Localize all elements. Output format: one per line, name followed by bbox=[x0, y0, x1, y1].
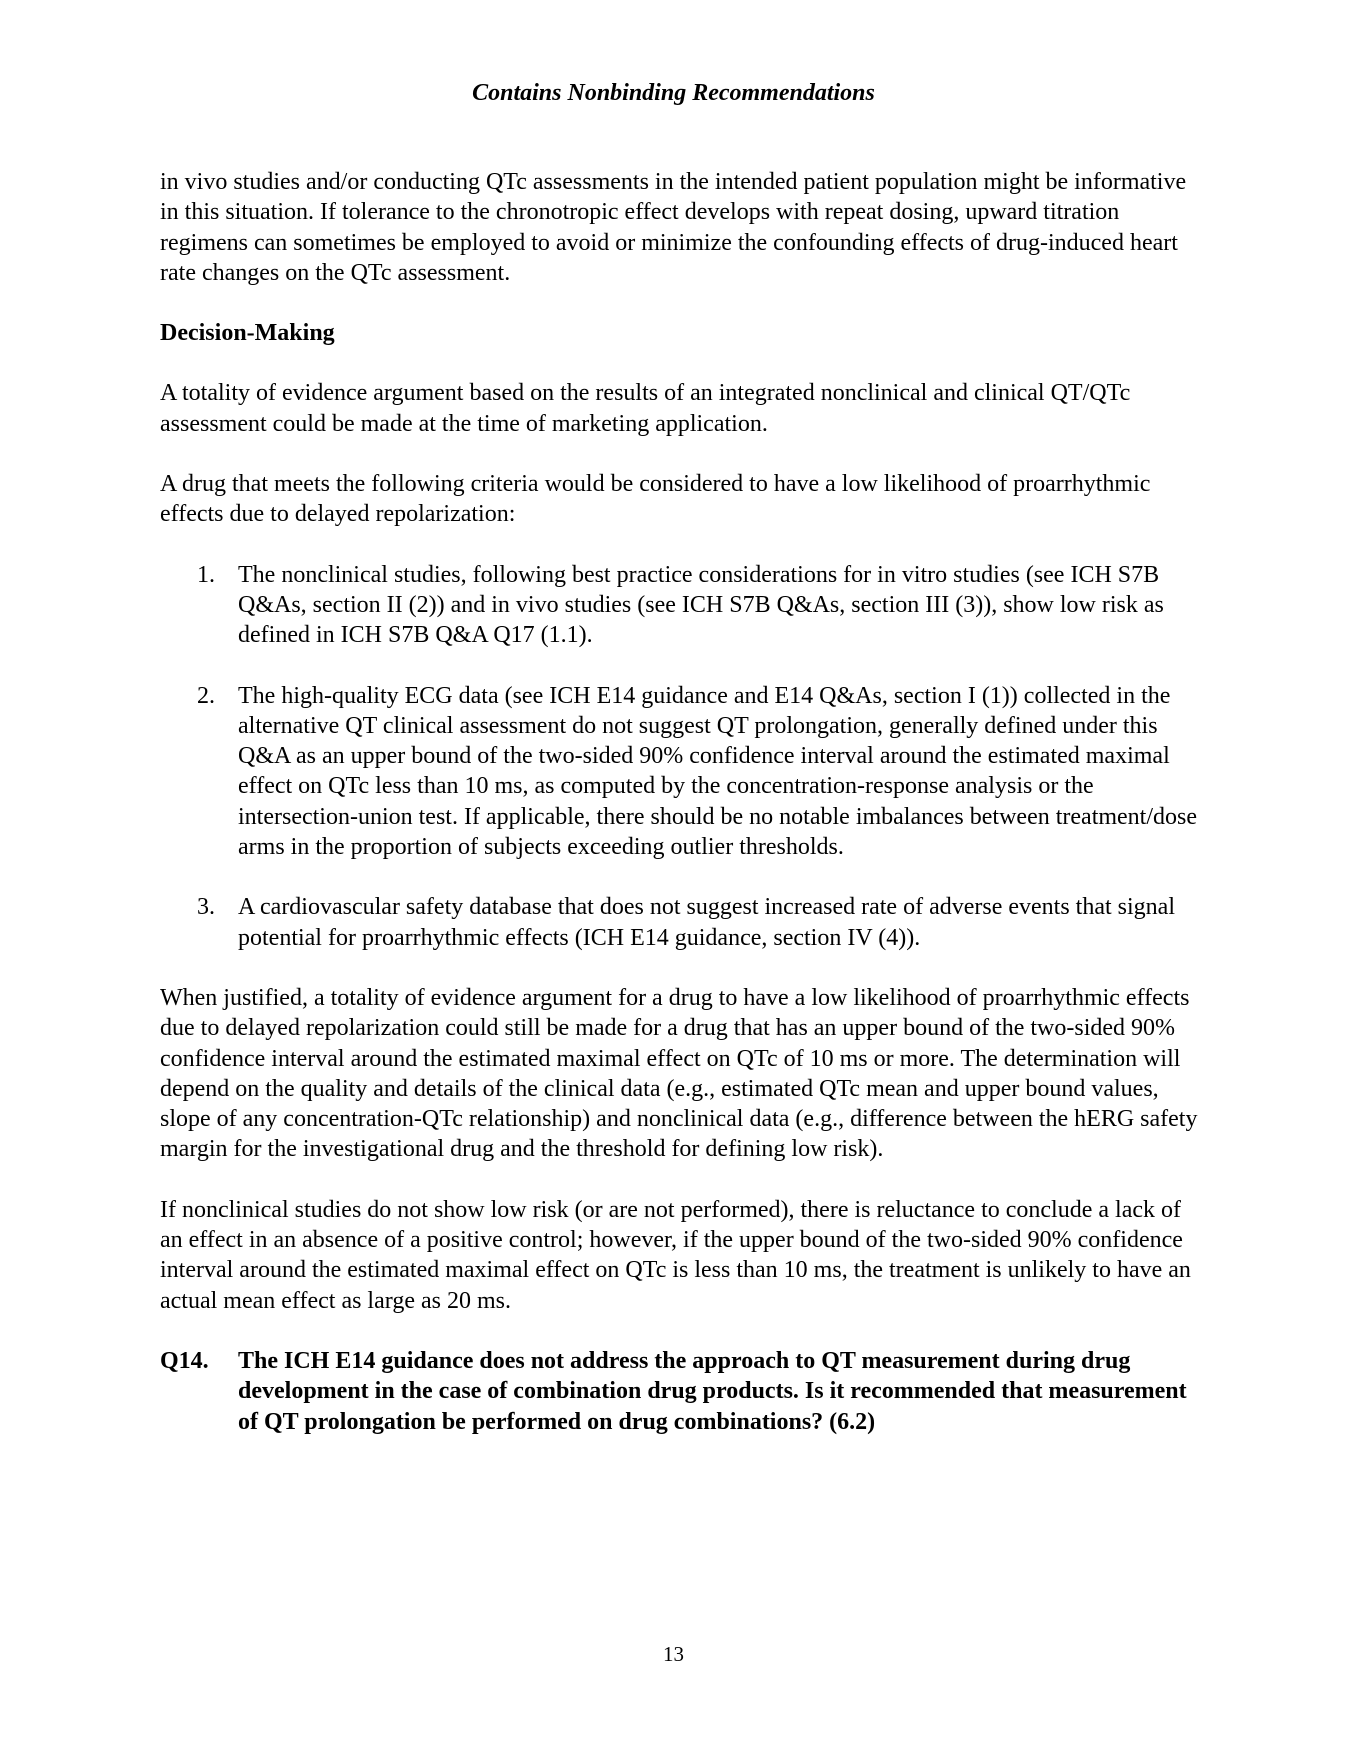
nonclinical-paragraph: If nonclinical studies do not show low risk (or are not performed), there is reluctance to conclude a lack of an effect in an absence of a positive control; however, if the upper bound of the two-sided 90% confidence interval around the estimated maximal effect on QTc is less than 10 ms, the treatment is unlikely to have an actual mean effect as large as 20 ms. bbox=[160, 1196, 1191, 1314]
list-item bbox=[160, 892, 1200, 953]
totality-paragraph: A totality of evidence argument based on the results of an integrated nonclinical and clinical QT/QTc assessment could be made at the time of marketing application. bbox=[160, 380, 1131, 437]
list-item-number: 1. bbox=[197, 561, 215, 588]
section-heading-decision-making: Decision-Making bbox=[160, 320, 335, 347]
question-text: The ICH E14 guidance does not address the approach to QT measurement during drug development in the case of combination drug products. Is it recommended that measurement of QT prolongation be performed on drug combinations? (6.2) bbox=[238, 1347, 1187, 1435]
list-item-number: 2. bbox=[197, 682, 215, 709]
page-header: Contains Nonbinding Recommendations bbox=[472, 80, 875, 106]
criteria-list bbox=[160, 560, 1200, 953]
page-content bbox=[160, 167, 1200, 1437]
list-item-text: The nonclinical studies, following best practice considerations for in vitro studies (see ICH S7B Q&As, section II (2)) and in vivo studies (see ICH S7B Q&As, section III (3)), show low risk as defined in ICH S7B Q&A Q17 (1.1). bbox=[238, 561, 1164, 649]
page-number: 13 bbox=[663, 1642, 684, 1666]
list-item-text: A cardiovascular safety database that does not suggest increased rate of adverse events that signal potential for proarrhythmic effects (ICH E14 guidance, section IV (4)). bbox=[238, 894, 1175, 951]
justified-paragraph: When justified, a totality of evidence argument for a drug to have a low likelihood of proarrhythmic effects due to delayed repolarization could still be made for a drug that has an upper bound of the two-sided 90% confidence interval around the estimated maximal effect on QTc of 10 ms or more. The determination will depend on the quality and details of the clinical data (e.g., estimated QTc mean and upper bound values, slope of any concentration-QTc relationship) and nonclinical data (e.g., difference between the hERG safety margin for the investigational drug and the threshold for defining low risk). bbox=[160, 984, 1198, 1163]
question-label: Q14. bbox=[160, 1347, 209, 1374]
list-item bbox=[160, 681, 1200, 863]
list-item-text: The high-quality ECG data (see ICH E14 guidance and E14 Q&As, section I (1)) collected in the alternative QT clinical assessment do not suggest QT prolongation, generally defined under this Q&A as an upper bound of the two-sided 90% confidence interval around the estimated maximal effect on QTc less than 10 ms, as computed by the concentration-response analysis or the intersection-union test. If applicable, there should be no notable imbalances between treatment/dose arms in the proportion of subjects exceeding outlier thresholds. bbox=[238, 682, 1198, 861]
list-item-number: 3. bbox=[197, 894, 215, 921]
list-item bbox=[160, 560, 1200, 651]
question-q14 bbox=[160, 1346, 1200, 1437]
intro-paragraph: in vivo studies and/or conducting QTc assessments in the intended patient population might be informative in this situation. If tolerance to the chronotropic effect develops with repeat dosing, upward titration regimens can sometimes be employed to avoid or minimize the confounding effects of drug-induced heart rate changes on the QTc assessment. bbox=[160, 169, 1187, 286]
criteria-intro-paragraph: A drug that meets the following criteria would be considered to have a low likelihood of proarrhythmic effects due to delayed repolarization: bbox=[160, 471, 1151, 528]
